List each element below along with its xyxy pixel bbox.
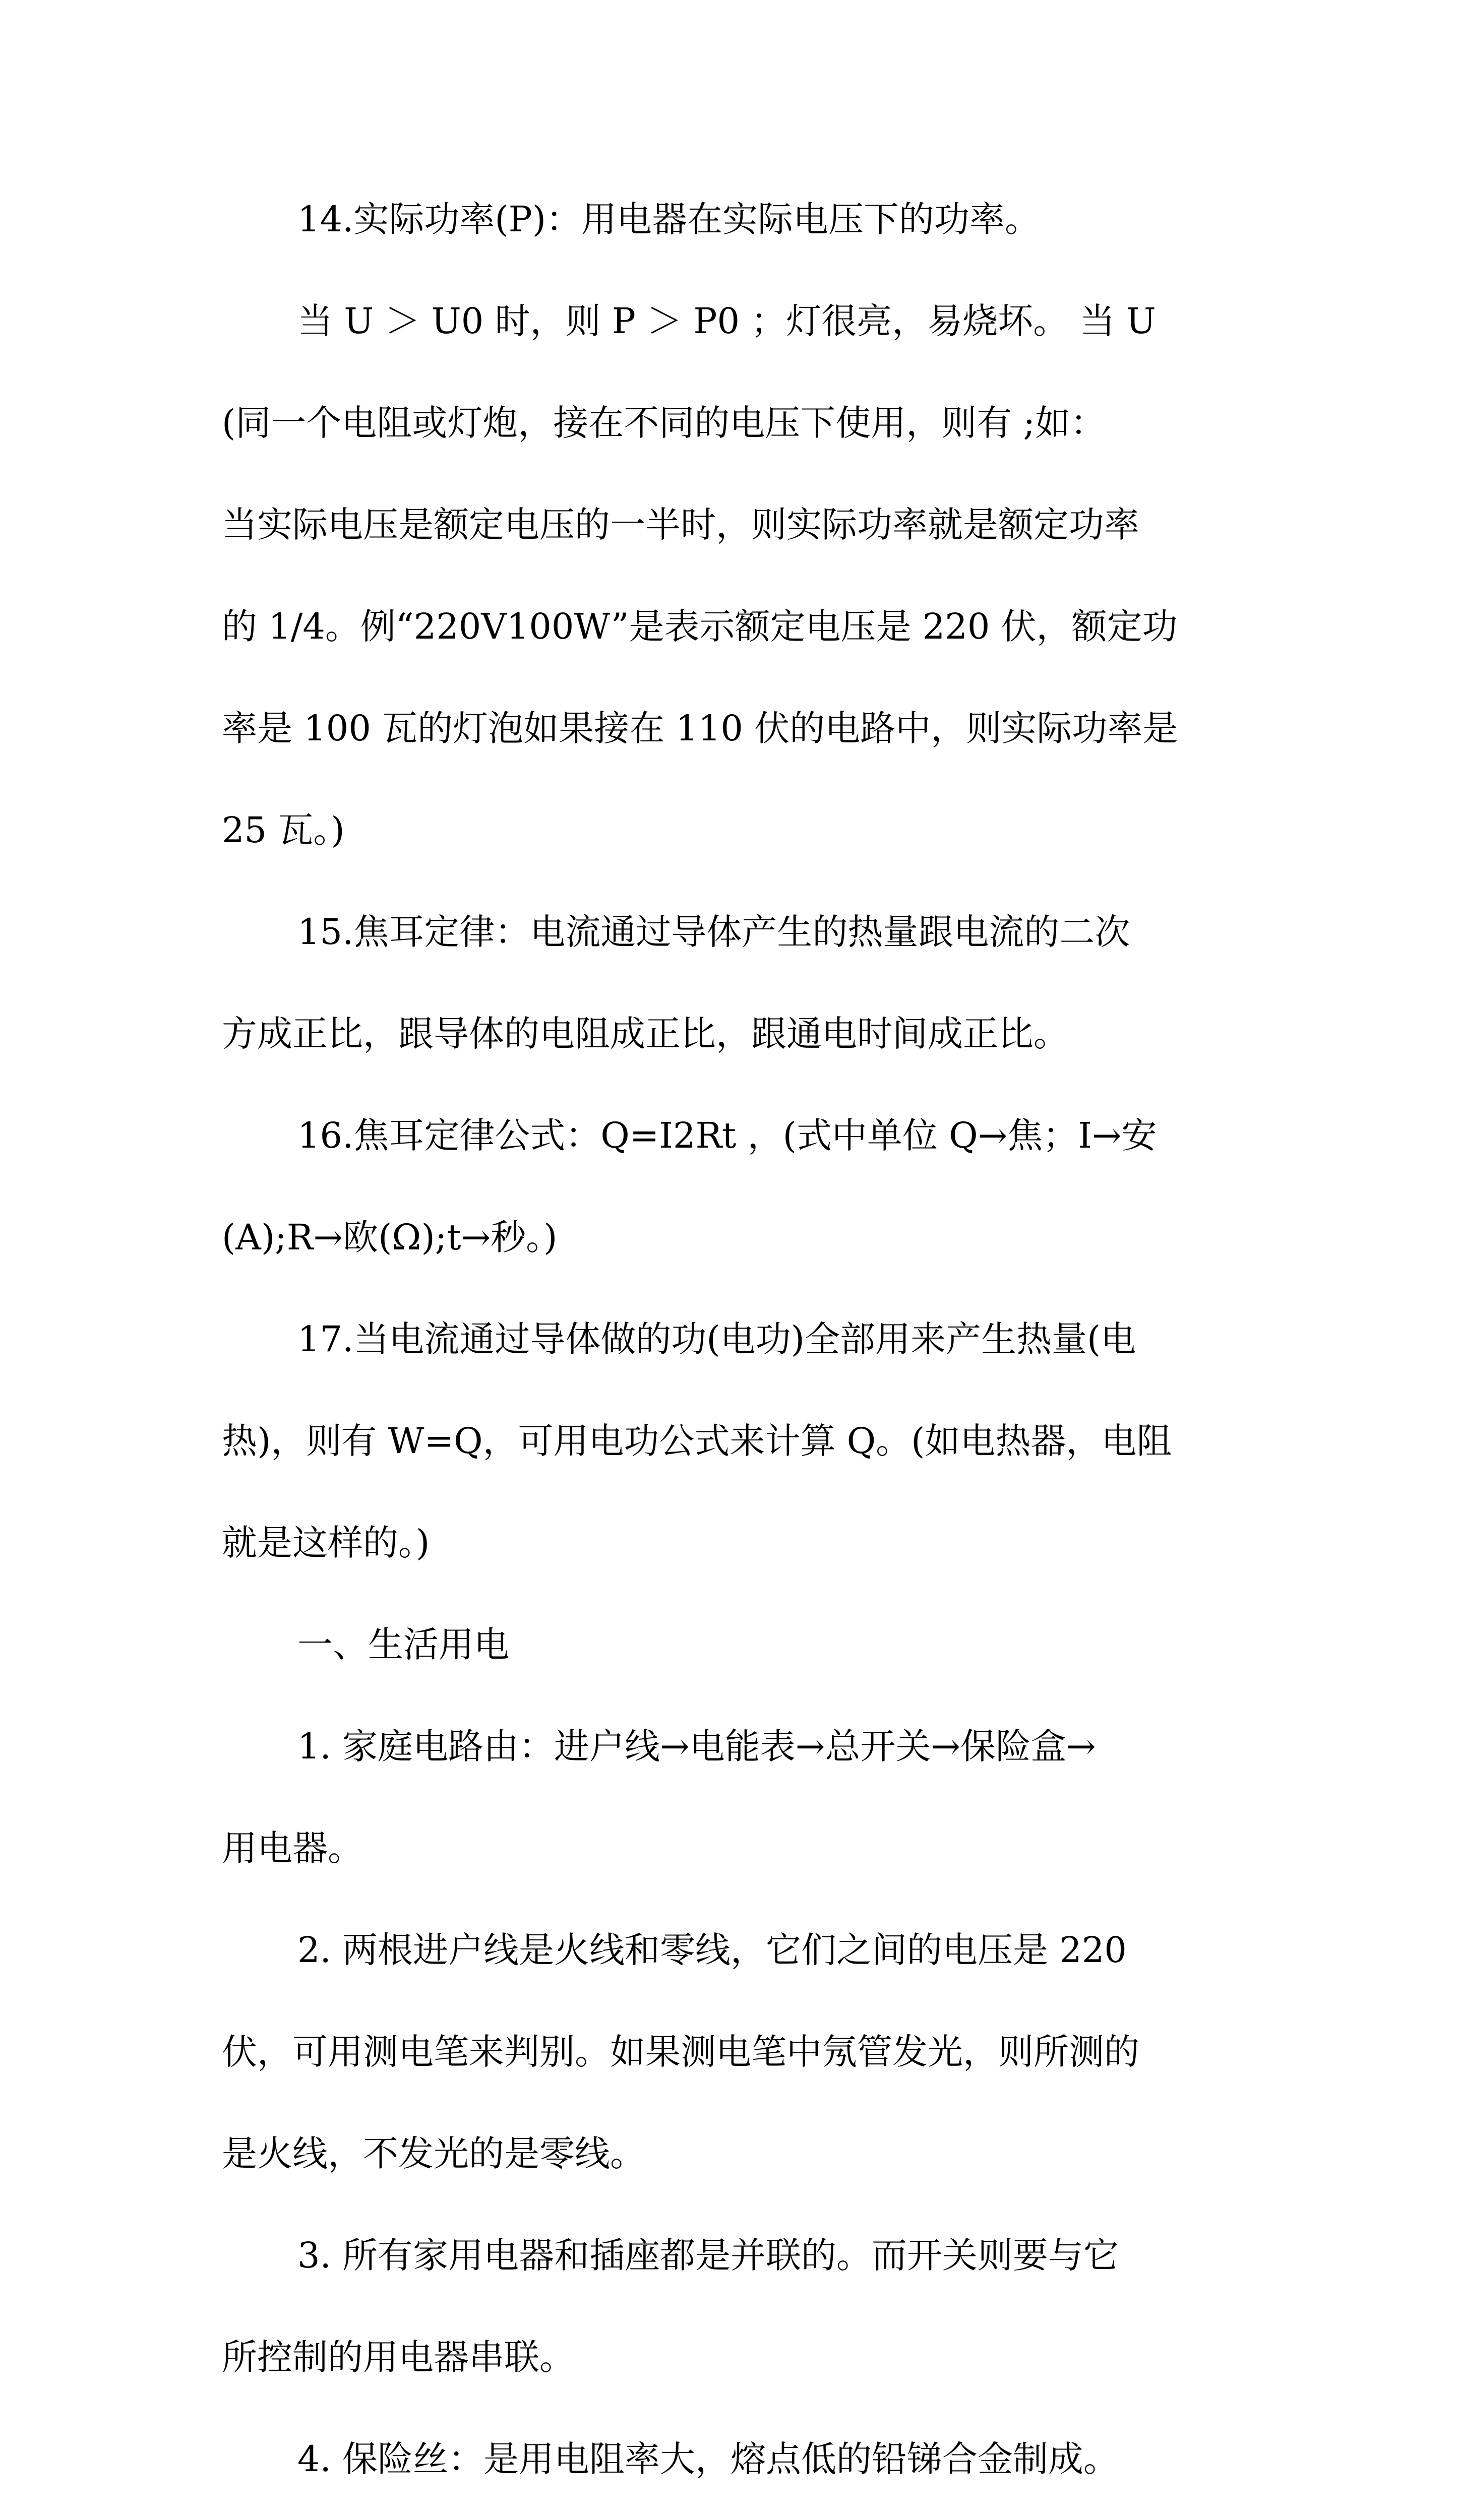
- text-line: 16.焦耳定律公式：Q=I2Rt ，(式中单位 Q→焦；I→安: [297, 1115, 1157, 1156]
- text-line: 4. 保险丝：是用电阻率大，熔点低的铅锑合金制成。: [297, 2438, 1119, 2480]
- text-line: 2. 两根进户线是火线和零线，它们之间的电压是 220: [297, 1929, 1127, 1971]
- text-line: 就是这样的。): [222, 1522, 430, 1563]
- text-line: 一、生活用电: [297, 1624, 509, 1665]
- text-line: 伏，可用测电笔来判别。如果测电笔中氖管发光，则所测的: [222, 2031, 1139, 2072]
- text-line: 率是 100 瓦的灯泡如果接在 110 伏的电路中，则实际功率是: [222, 708, 1178, 749]
- text-line: (A);R→欧(Ω);t→秒。): [222, 1217, 558, 1258]
- text-line: 当实际电压是额定电压的一半时，则实际功率就是额定功率: [222, 504, 1139, 545]
- text-line: 3. 所有家用电器和插座都是并联的。而开关则要与它: [297, 2235, 1119, 2276]
- text-line: 用电器。: [222, 1828, 363, 1869]
- text-line: 25 瓦。): [222, 809, 345, 851]
- text-line: 方成正比，跟导体的电阻成正比，跟通电时间成正比。: [222, 1013, 1069, 1054]
- text-line: (同一个电阻或灯炮，接在不同的电压下使用，则有 ;如：: [222, 402, 1106, 444]
- text-line: 17.当电流通过导体做的功(电功)全部用来产生热量(电: [297, 1318, 1136, 1360]
- text-line: 的 1/4。例“220V100W”是表示额定电压是 220 伏，额定功: [222, 606, 1178, 647]
- text-line: 14.实际功率(P)：用电器在实际电压下的功率。: [297, 199, 1041, 240]
- text-line: 15.焦耳定律：电流通过导体产生的热量跟电流的二次: [297, 911, 1130, 953]
- text-line: 是火线，不发光的是零线。: [222, 2133, 645, 2174]
- text-line: 所控制的用电器串联。: [222, 2337, 575, 2378]
- text-line: 当 U ＞ U0 时，则 P ＞ P0 ；灯很亮，易烧坏。 当 U: [297, 300, 1156, 342]
- document-body: [222, 181, 1235, 2520]
- text-line: 1. 家庭电路由：进户线→电能表→总开关→保险盒→: [297, 1726, 1096, 1767]
- text-line: 热)，则有 W=Q，可用电功公式来计算 Q。(如电热器，电阻: [222, 1420, 1172, 1462]
